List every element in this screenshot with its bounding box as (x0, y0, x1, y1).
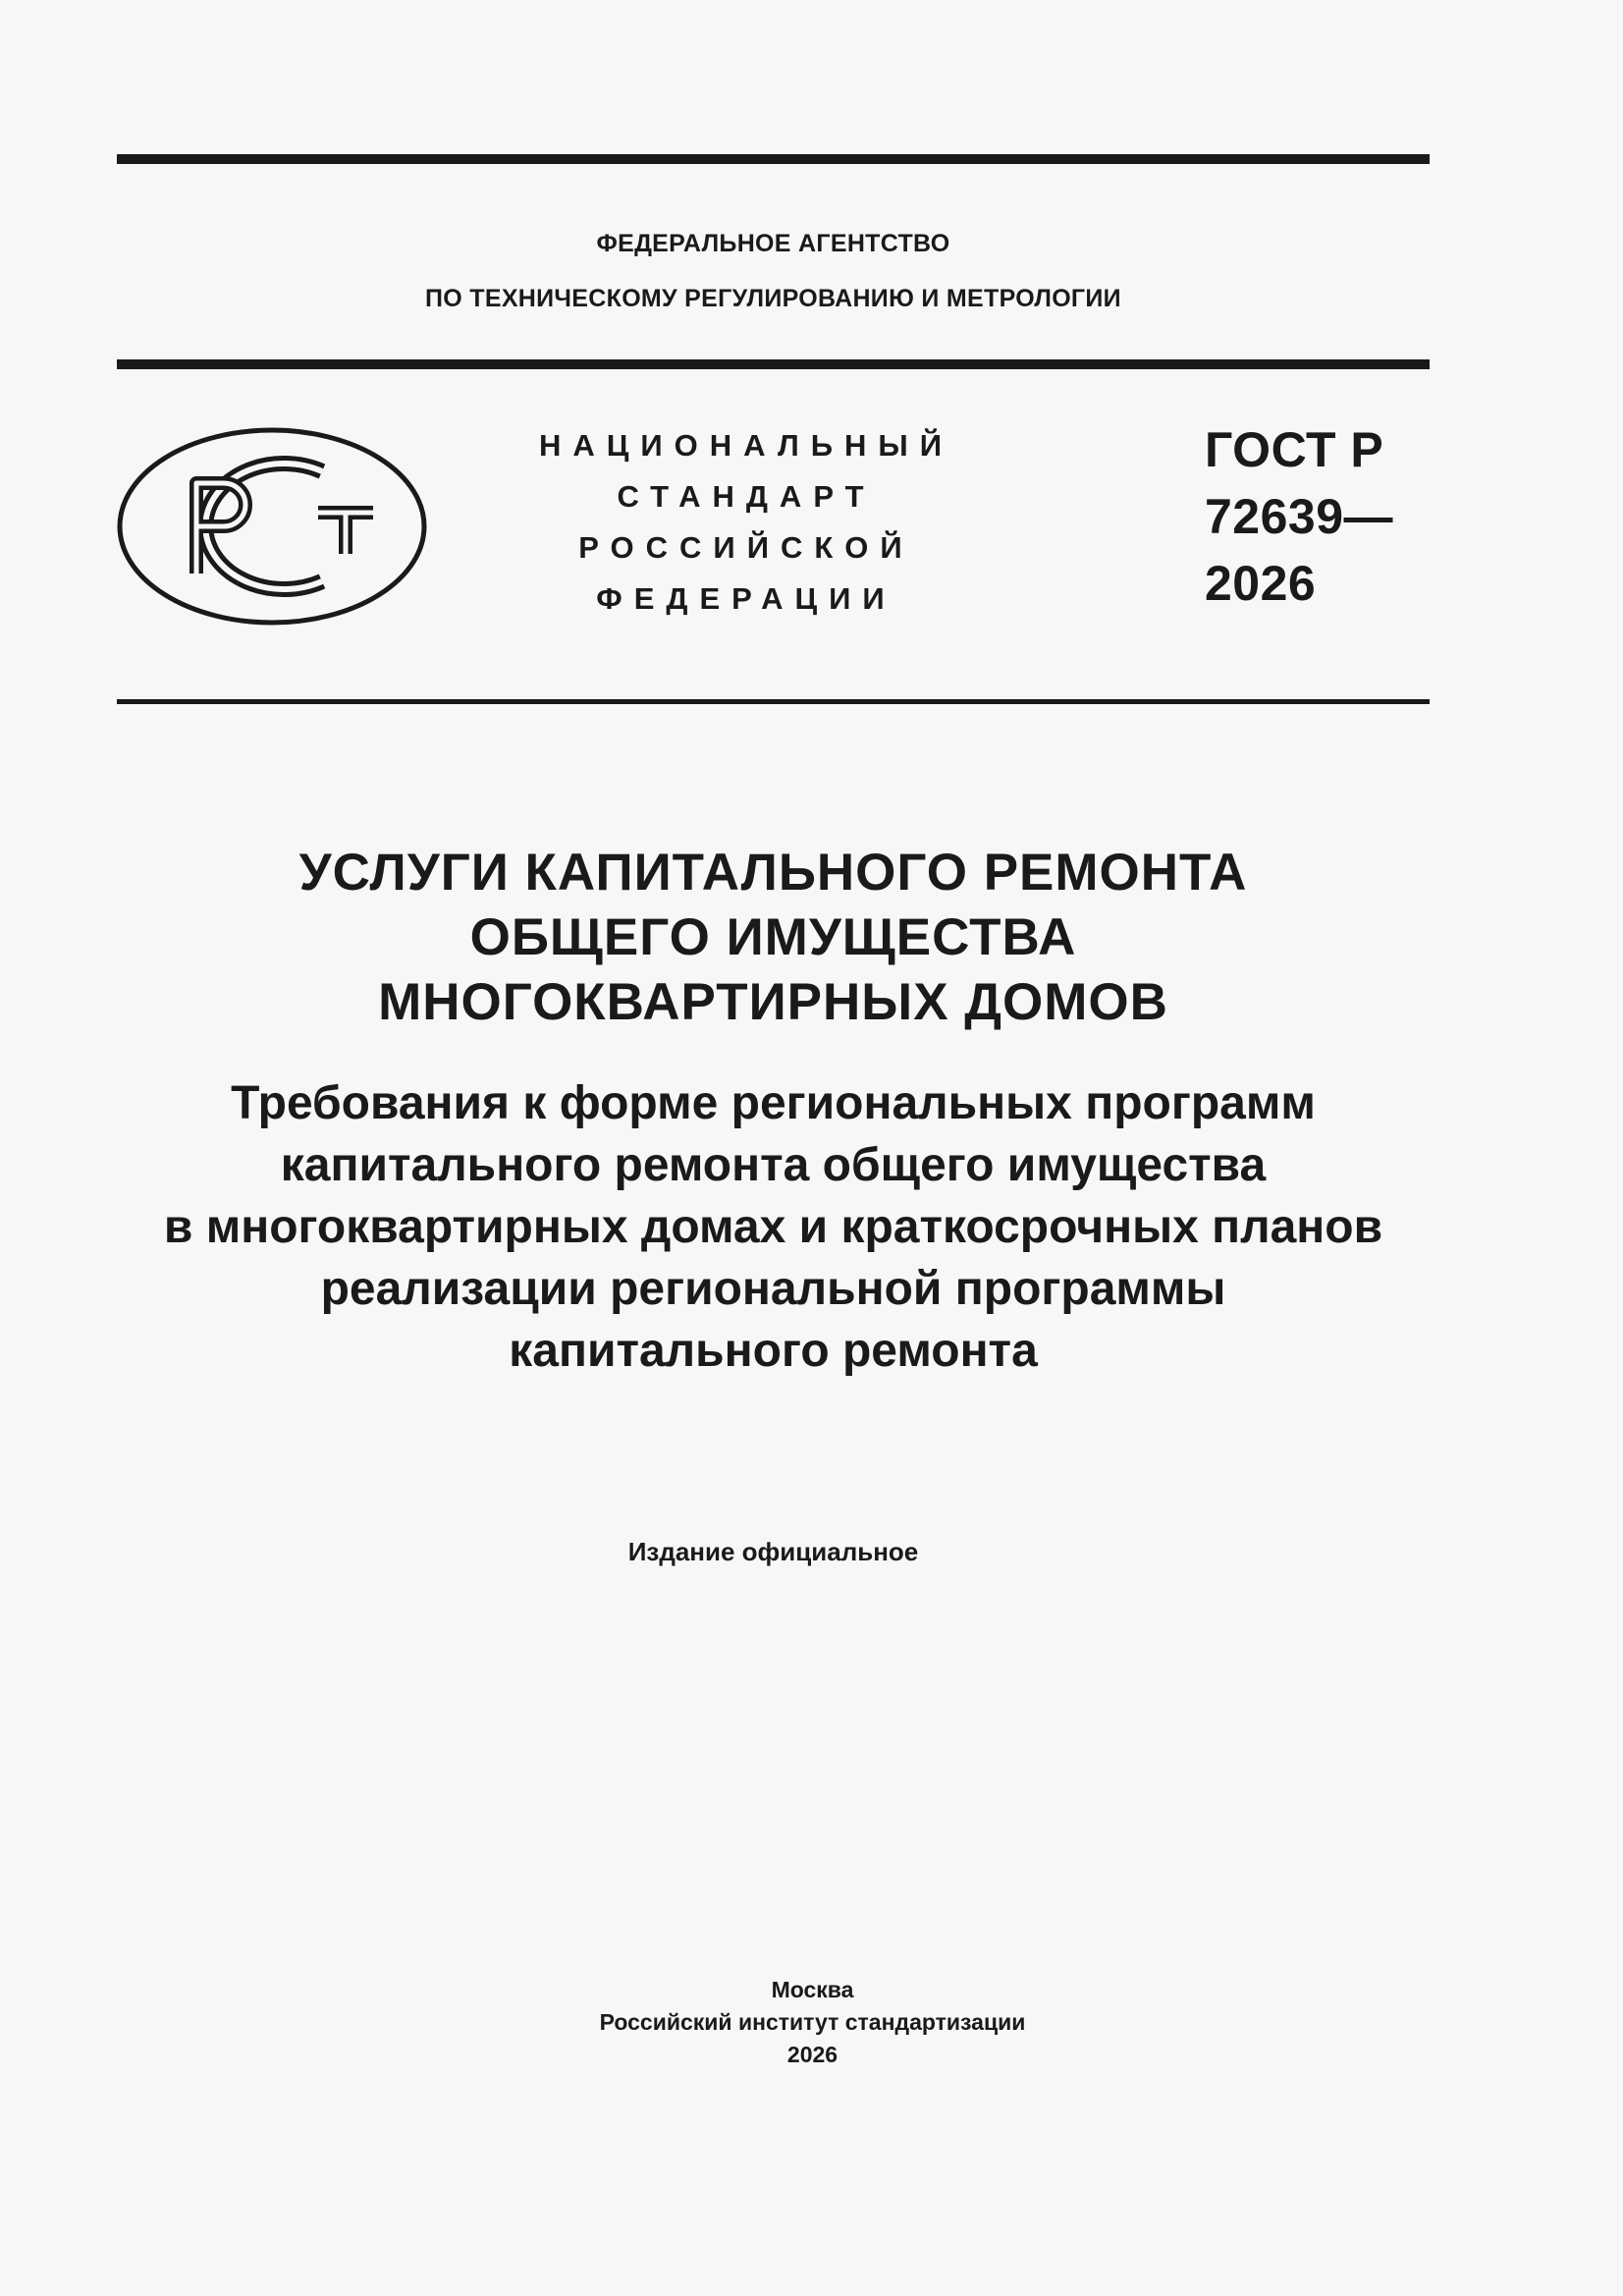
edition-note: Издание официальное (627, 1537, 919, 1566)
rst-logo (116, 426, 428, 627)
imprint-publisher: Российский институт стандартизации (599, 2009, 1026, 2035)
agency-name (117, 216, 1430, 326)
imprint (117, 1974, 1508, 2071)
agency-line-2: ПО ТЕХНИЧЕСКОМУ РЕГУЛИРОВАНИЮ И МЕТРОЛОГИИ (425, 285, 1121, 312)
designation-line-3: 2026 (1205, 556, 1317, 611)
standard-designation (1205, 416, 1393, 617)
title-line-3: МНОГОКВАРТИРНЫХ ДОМОВ (378, 973, 1168, 1031)
standard-type-line-1: НАЦИОНАЛЬНЫЙ (538, 428, 954, 463)
designation-line-2: 72639— (1205, 489, 1394, 544)
rst-certification-mark-icon (116, 426, 428, 627)
subtitle-line-4: реализации региональной программы (320, 1263, 1226, 1315)
designation-line-1: ГОСТ Р (1205, 422, 1384, 477)
imprint-city: Москва (771, 1977, 854, 2002)
standard-type-line-4: ФЕДЕРАЦИИ (596, 581, 896, 616)
document-title (117, 841, 1430, 1035)
agency-line-1: ФЕДЕРАЛЬНОЕ АГЕНТСТВО (596, 230, 950, 257)
imprint-year: 2026 (786, 2042, 839, 2067)
subtitle-line-1: Требования к форме региональных программ (231, 1077, 1316, 1129)
header-middle-rule (117, 359, 1430, 369)
header-top-rule (117, 154, 1430, 164)
standard-type-line-3: РОССИЙСКОЙ (578, 530, 914, 565)
title-line-2: ОБЩЕГО ИМУЩЕСТВА (469, 908, 1077, 966)
subtitle-line-5: капитального ремонта (509, 1325, 1038, 1377)
subtitle-line-3: в многоквартирных домах и краткосрочных планов (163, 1201, 1383, 1253)
title-line-1: УСЛУГИ КАПИТАЛЬНОГО РЕМОНТА (298, 844, 1248, 902)
subtitle-line-2: капитального ремонта общего имущества (280, 1139, 1267, 1191)
header-bottom-rule (117, 699, 1430, 704)
standard-type-line-2: СТАНДАРТ (617, 479, 876, 514)
document-subtitle (117, 1072, 1430, 1382)
standard-type (530, 420, 962, 625)
